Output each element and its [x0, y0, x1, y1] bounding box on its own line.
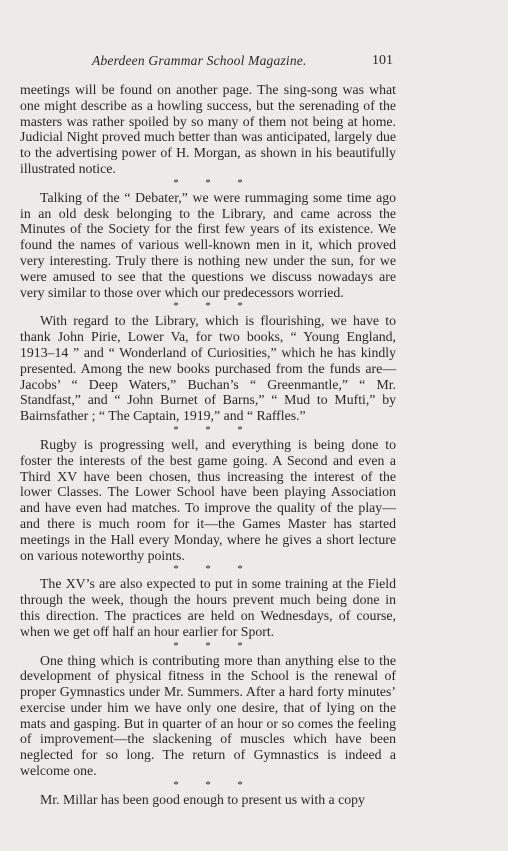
paragraph-5: The XV’s are also expected to put in some training at the Field through the week, though the hours prevent much being done in this direction. The practices are held on Wednesdays, of course, when we get off half an hour earlier for Sport.: [20, 576, 396, 639]
section-separator: * * *: [173, 300, 243, 313]
paragraph-7: Mr. Millar has been good enough to present us with a copy: [40, 791, 365, 807]
section-separator: * * *: [173, 563, 243, 576]
body-text: [20, 82, 396, 808]
paragraph-2: Talking of the “ Debater,” we were rummaging some time ago in an old desk belonging to the Library, and came across the Minutes of the Society for the first few years of its existence. We found the names of various well-known men in it, which proved very interesting. Truly there is nothing new under the sun, for we were amused to see that the questions we discuss nowadays are very similar to those over which our predecessors worried.: [20, 189, 396, 300]
section-separator: * * *: [173, 778, 243, 791]
paragraph-3: With regard to the Library, which is flourishing, we have to thank John Pirie, Lower Va, for two books, “ Young England, 1913–14 ” and “ Wonderland of Curiosities,” which he has kindly presented. Among the new books purchased from the funds are—Jacobs’ “ Deep Waters,” Buchan’s “ Greenmantle,” “ Mr. Standfast,” and “ John Burnet of Barns,” “ Mud to Mufti,” by Bairnsfather ; “ The Captain, 1919,” and “ Raffles.”: [20, 313, 396, 424]
running-title: Aberdeen Grammar School Magazine.: [92, 53, 307, 68]
paragraph-1: meetings will be found on another page. The sing-song was what one might describe as a howling success, but the serenading of the masters was rather spoiled by so many of them not being at home. Judicial Night proved much better than was anticipated, largely due to the advertising power of H. Morgan, as shown in his beautifully illustrated notice.: [20, 82, 396, 176]
section-separator: * * *: [173, 423, 243, 436]
paragraph-4: Rugby is progressing well, and everything is being done to foster the interests of the best game going. A Second and even a Third XV have been chosen, thus increasing the interest of the lower Classes. The Lower School have been playing Association and have even had matches. To improve the quality of the play—and there is much room for it—the Games Master has started meetings in the Hall every Monday, where he gives a short lecture on various noteworthy points.: [20, 436, 396, 563]
paragraph-6: One thing which is contributing more than anything else to the development of physical fitness in the School is the renewal of proper Gymnastics under Mr. Summers. After a hard forty minutes’ exercise under him we have only one desire, that of lying on the mats and gasping. But in quarter of an hour or so comes the feeling of improvement—the slackening of muscles which have been neglected for so long. The return of Gymnastics is indeed a welcome one.: [20, 652, 396, 779]
page-number: 101: [372, 53, 393, 68]
running-head: [0, 53, 508, 73]
section-separator: * * *: [173, 639, 243, 652]
section-separator: * * *: [173, 176, 243, 189]
